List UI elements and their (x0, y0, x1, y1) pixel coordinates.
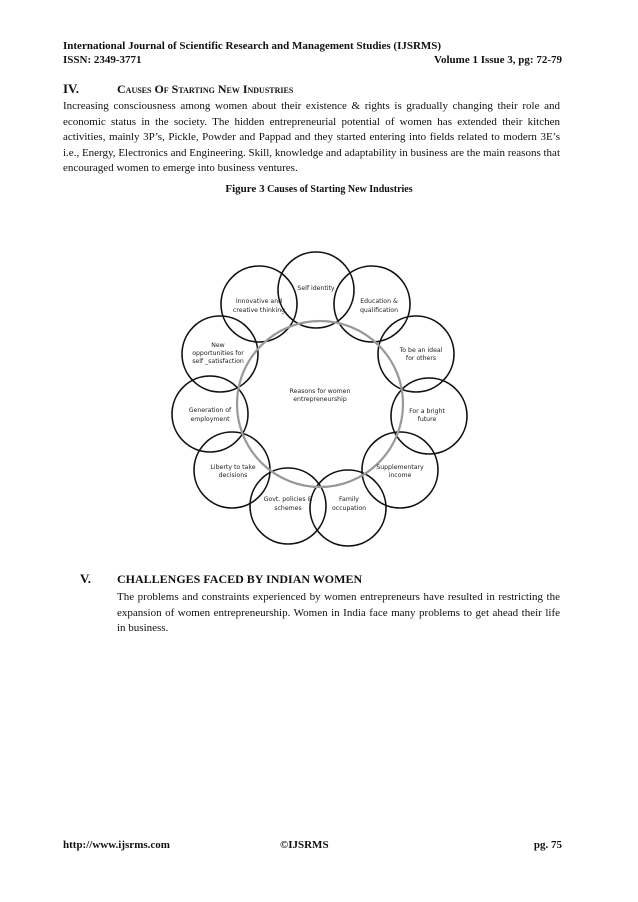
node-bright-future-l2: future (417, 416, 437, 423)
node-liberty-l1: Liberty to take (210, 464, 256, 471)
node-innovative-l1: Innovative and (235, 298, 283, 305)
node-govt-l1: Govt. policies & (263, 496, 313, 503)
node-opportunities-l2: opportunities for (192, 350, 244, 357)
node-family-l2: occupation (331, 505, 367, 512)
node-supplementary-l2: income (388, 472, 412, 479)
node-education-l1: Education & (360, 298, 398, 305)
node-family-l1: Family (339, 496, 359, 503)
node-liberty-l2: decisions (218, 472, 248, 479)
node-opportunities-l1: New (211, 342, 225, 349)
issn: ISSN: 2349-3771 (63, 54, 142, 66)
figure-caption-prefix: Figure 3 (225, 183, 265, 195)
node-employment-l2: employment (190, 416, 230, 423)
node-innovative-l2: creative thinking (232, 307, 286, 314)
section-4-title: Causes Of Starting New Industries (117, 82, 294, 96)
node-ideal-l1: To be an ideal (399, 347, 443, 354)
footer-url[interactable]: http://www.ijsrms.com (63, 839, 170, 851)
volume-info: Volume 1 Issue 3, pg: 72-79 (434, 54, 562, 66)
figure-caption-text: Causes of Starting New Industries (264, 184, 413, 195)
center-label-1: Reasons for women (289, 388, 351, 395)
node-self-identity-l1: Self identity (297, 285, 335, 292)
center-label-2: entrepreneurship (293, 396, 347, 403)
section-5-title: CHALLENGES FACED BY INDIAN WOMEN (117, 572, 363, 586)
node-supplementary-l1: Supplementary (376, 464, 424, 471)
section-4-paragraph: Increasing consciousness among women about their existence & rights is gradually changing their role and economic status in the society. The hidden entrepreneurial potential of women has extended their kitchen activities, mainly 3P’s, Pickle, Powder and Pappad and they started entering into fields related to modern 3E’s i.e., Energy, Electronics and Engineering. Skill, knowledge and adaptability in business are the main reasons that encouraged women to emerge into business ventures. (63, 100, 560, 175)
footer-copyright: ©IJSRMS (280, 839, 329, 851)
center-circle (237, 321, 403, 487)
section-4-number: IV. (63, 81, 80, 96)
journal-title: International Journal of Scientific Research and Management Studies (IJSRMS) (63, 40, 442, 52)
node-education-l2: qualification (359, 307, 399, 314)
node-employment-l1: Generation of (188, 407, 232, 414)
node-opportunities-l3: self _satisfaction (192, 358, 244, 365)
node-govt-l2: schemes (274, 505, 302, 512)
section-5-number: V. (80, 571, 91, 586)
node-bright-future-l1: For a bright (409, 408, 445, 415)
footer-page-number: pg. 75 (533, 839, 562, 851)
section-5-paragraph: The problems and constraints experienced by women entrepreneurs have resulted in restricting the expansion of women entrepreneurship. Women in India face many problems to get ahead their life in business. (117, 591, 560, 635)
node-ideal-l2: for others (405, 355, 437, 362)
